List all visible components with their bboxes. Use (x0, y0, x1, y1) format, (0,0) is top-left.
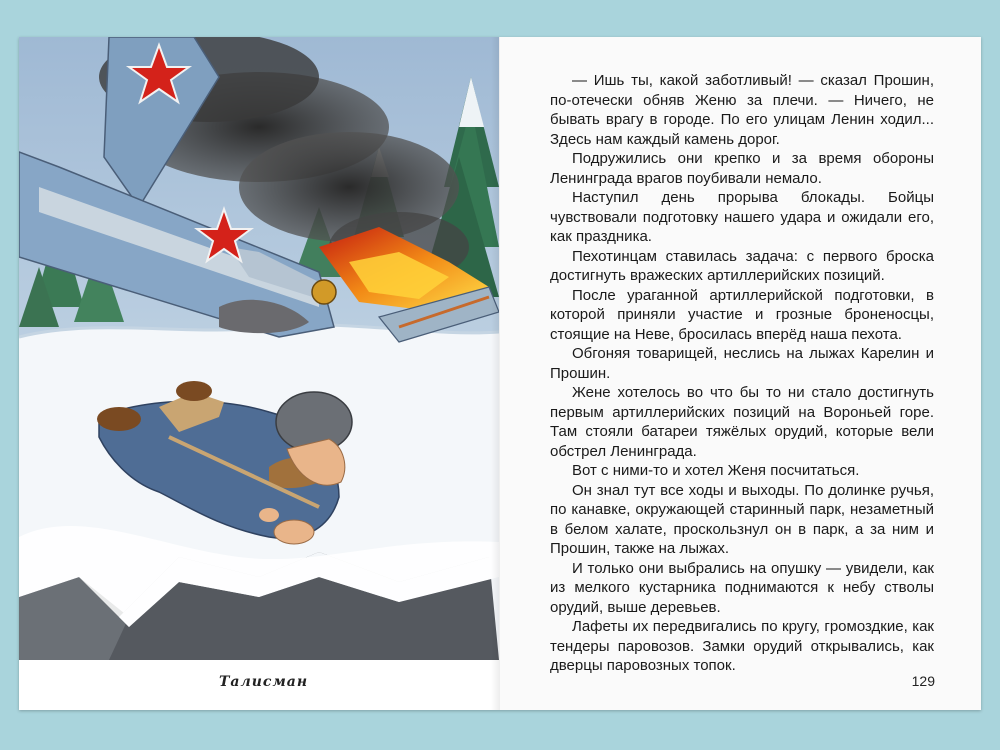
paragraph: Пехотинцам ставилась задача: с первого броска достигнуть вражеских артиллерийских позиций. (550, 247, 934, 284)
paragraph: Подружились они крепко и за время обороны Ленинграда врагов поубивали немало. (550, 150, 934, 187)
page-number: 129 (911, 673, 935, 689)
book-spread (19, 37, 981, 710)
paragraph: Вот с ними-то и хотел Женя посчитаться. (572, 462, 860, 479)
paragraph: Наступил день прорыва блокады. Бойцы чувствовали подготовку нашего удара и ожидали его, как праздника. (550, 189, 934, 245)
paragraph: И только они выбрались на опушку — увидели, как из мелкого кустарника поднимаются к небу стволы орудий, выше деревьев. (550, 559, 934, 616)
running-title: Талисман (219, 674, 309, 690)
paragraph: Он знал тут все ходы и выходы. По долинке ручья, по канавке, окружающей старинный парк, незаметный в белом халате, проскользнул он в парк, а за ним и Прошин, также на лыжах. (550, 481, 934, 557)
paragraph: Жене хотелось во что бы то ни стало достигнуть первым артиллерийских позиций на Вороньей горе. Там стояли батареи тяжёлых орудий, которые вели обстрел Ленинграда. (550, 384, 934, 460)
body-text (550, 71, 934, 676)
left-page (19, 37, 499, 710)
paragraph: — Ишь ты, какой заботливый! — сказал Прошин, по-отечески обняв Женю за плечи. — Ничего, не бывать врагу в городе. По его улицам Ленин ходил... Здесь нам каждый камень дорог. (550, 72, 934, 148)
paragraph: Обгоняя товарищей, неслись на лыжах Карелин и Прошин. (550, 345, 934, 382)
right-page (500, 37, 981, 710)
illustration (19, 37, 499, 660)
paragraph: Лафеты их передвигались по кругу, громоздкие, как тендеры паровозов. Замки орудий открывались, как дверцы паровозных топок. (550, 618, 934, 674)
paragraph: После ураганной артиллерийской подготовки, в которой приняли участие и грозные броненосцы, стоящие на Неве, бросилась вперёд наша пехота. (550, 286, 934, 343)
illustration-drawing (19, 37, 499, 660)
